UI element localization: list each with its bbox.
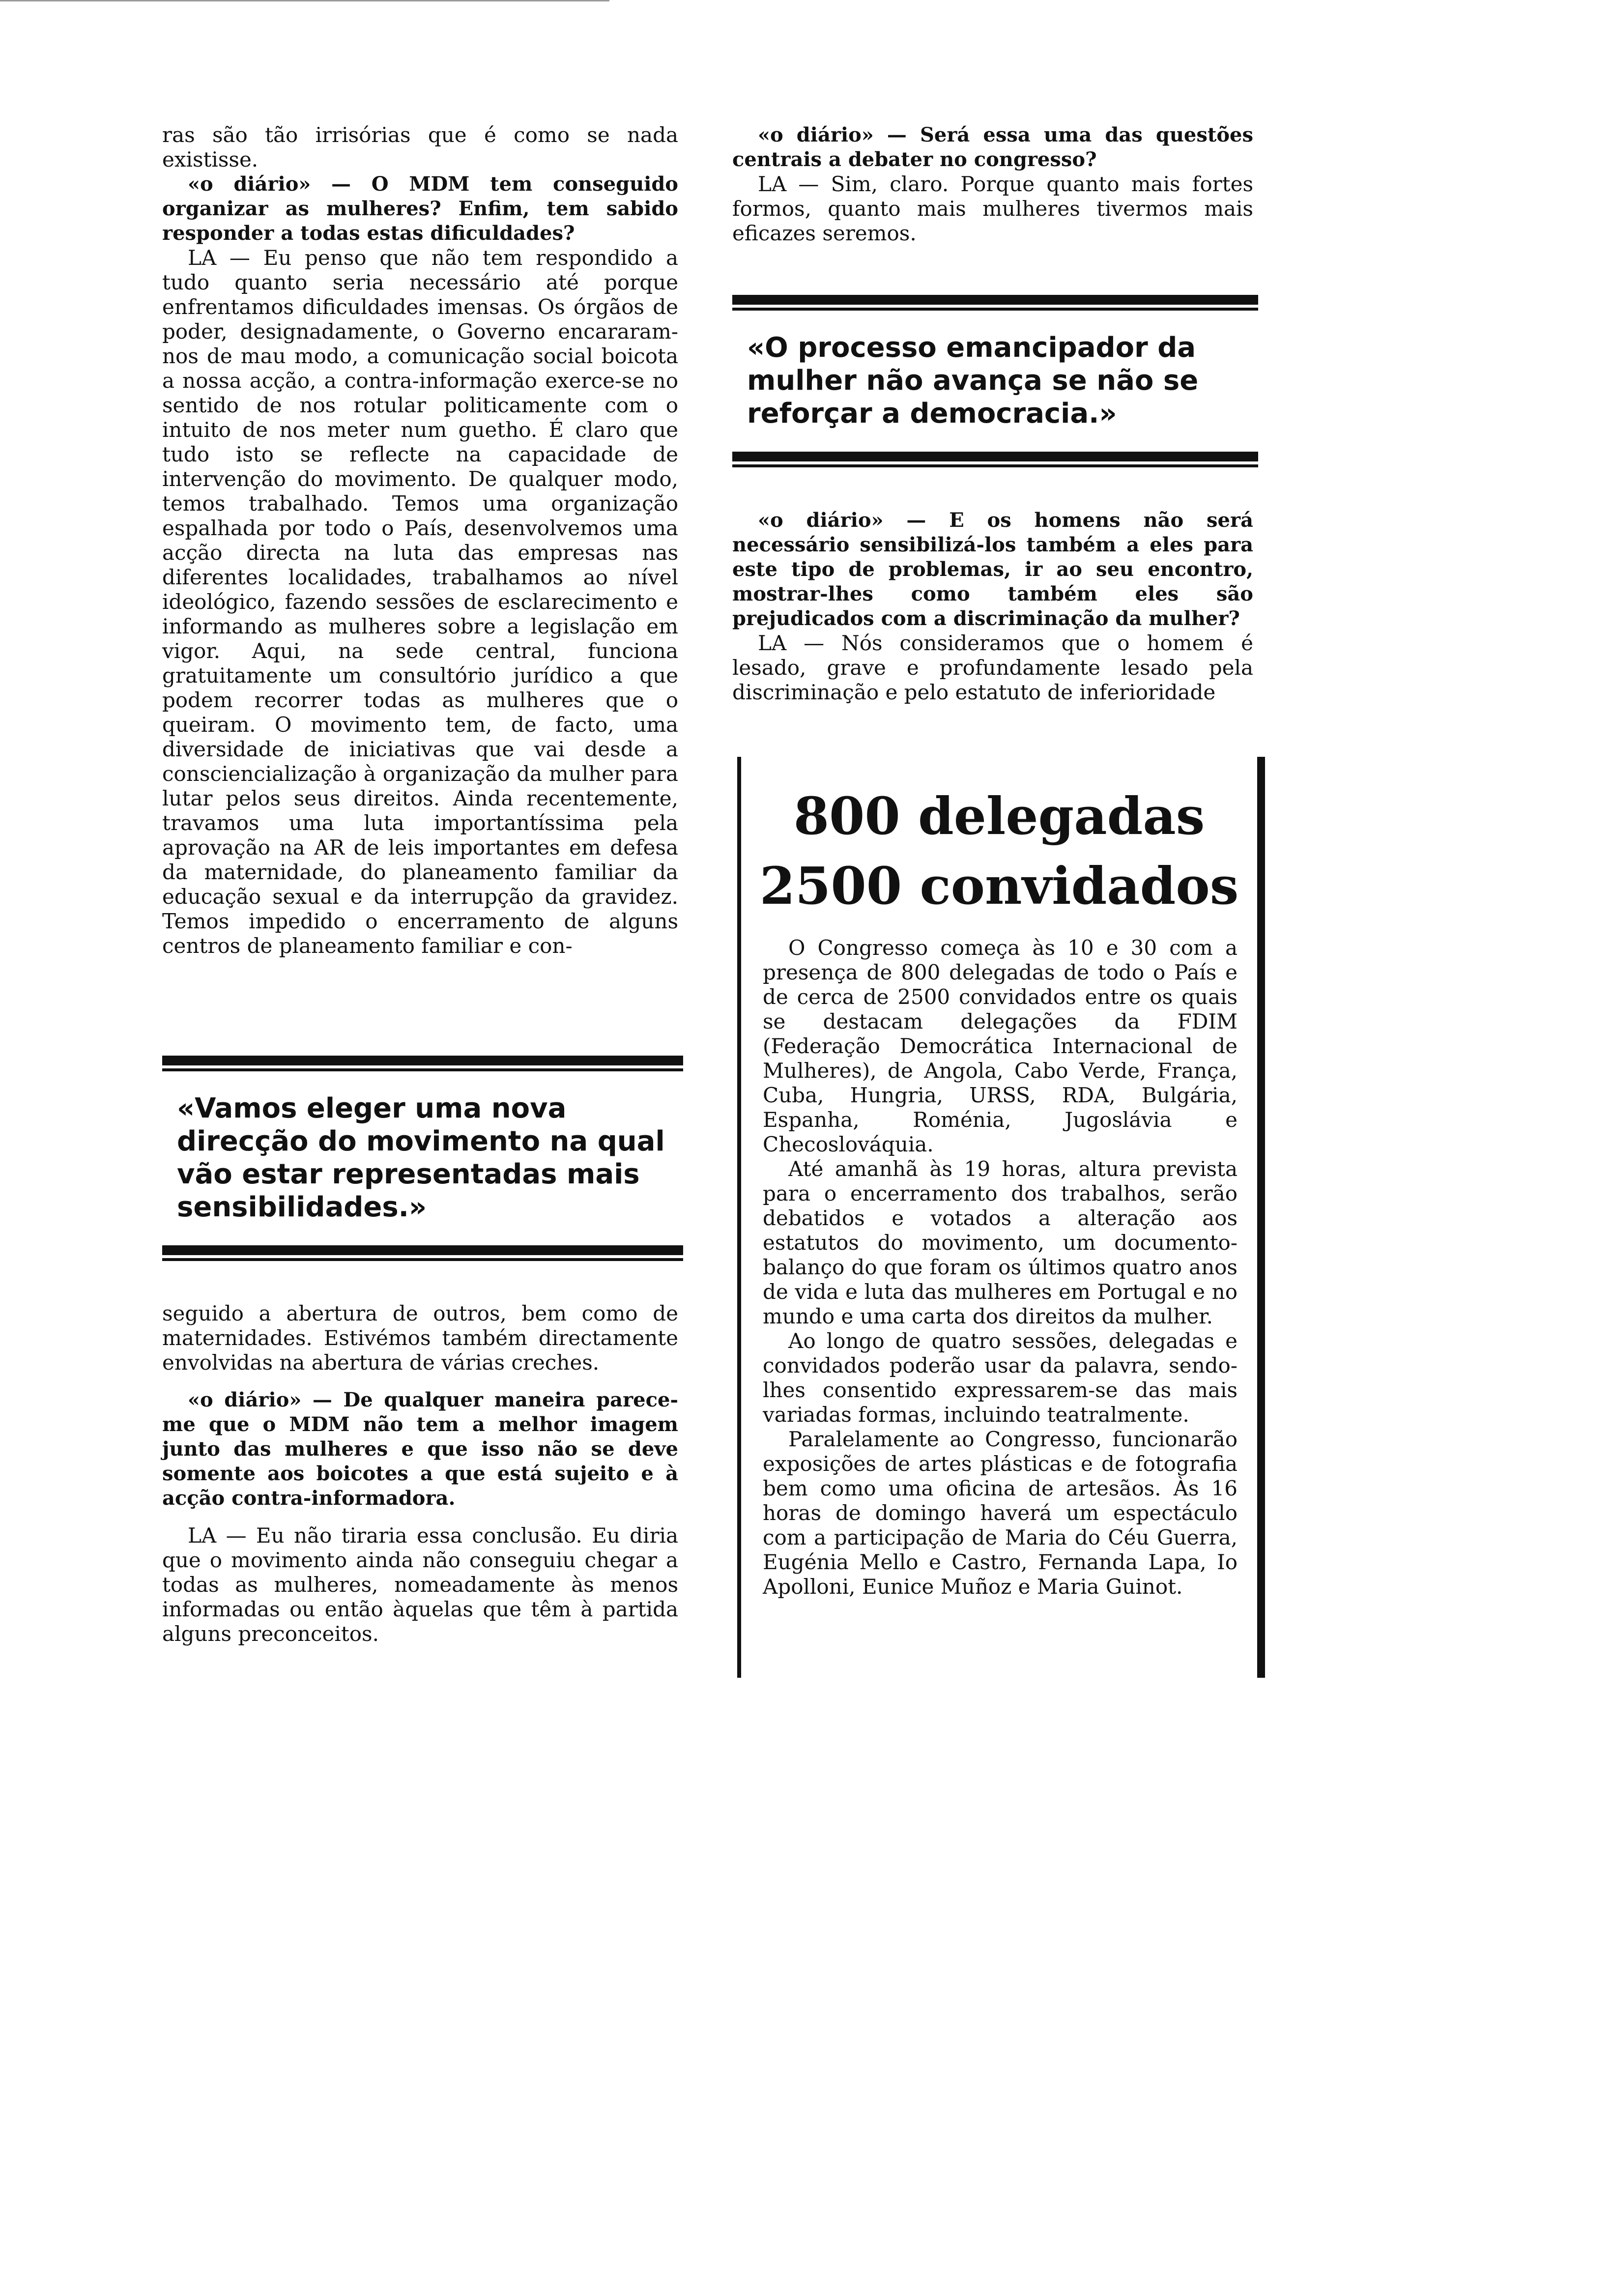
pull-quote-rule-bottom-thin bbox=[162, 1258, 683, 1261]
box-body bbox=[741, 931, 1257, 1599]
right-column-mid bbox=[732, 508, 1253, 705]
congress-info-box bbox=[737, 757, 1265, 1678]
paragraph-continuation: ras são tão irrisórias que é como se nada existisse. bbox=[162, 123, 678, 172]
paragraph-continuation-2: seguido a abertura de outros, bem como de maternidades. Estivémos também directamente envolvidas na abertura de várias creches. bbox=[162, 1301, 678, 1375]
pull-quote-rule-top bbox=[162, 1056, 683, 1065]
top-scan-rule bbox=[0, 0, 609, 1]
pull-quote-rule-top bbox=[732, 295, 1258, 305]
answer-paragraph: LA — Eu penso que não tem respondido a tudo quanto seria necessário até porque enfrentamos dificuldades imensas. Os órgãos de poder, designadamente, o Governo encararam-nos de mau modo, a comunicação social boicota a nossa acção, a contra-informação exerce-se no sentido de nos rotular politicamente com o intuito de nos meter num guetho. É claro que tudo isto se reflecte na capacidade de intervenção do movimento. De qualquer modo, temos trabalhado. Temos uma organização espalhada por todo o País, desenvolvemos uma acção directa na luta das empresas nas diferentes localidades, trabalhamos ao nível ideológico, fazendo sessões de esclarecimento e informando as mulheres sobre a legislação em vigor. Aqui, na sede central, funciona gratuitamente um consultório jurídico a que podem recorrer todas as mulheres que o queiram. O movimento tem, de facto, uma diversidade de iniciativas que vai desde a consciencialização à organização da mulher para lutar pelos seus direitos. Ainda recentemente, travamos uma luta importantíssima pela aprovação na AR de leis importantes em defesa da maternidade, do planeamento familiar da educação sexual e da interrupção da gravidez. Temos impedido o encerramento de alguns centros de planeamento familiar e con- bbox=[162, 246, 678, 958]
box-paragraph-4: Paralelamente ao Congresso, funcionarão exposições de artes plásticas e de fotografia bem como uma oficina de artesãos. Às 16 horas de domingo haverá um espectáculo com a participação de Maria do Céu Guerra, Eugénia Mello e Castro, Fernanda Lapa, Io Apolloni, Eunice Muñoz e Maria Guinot. bbox=[763, 1427, 1238, 1599]
right-column-top bbox=[732, 123, 1253, 246]
pull-quote-rule-bottom-thin bbox=[732, 464, 1258, 467]
box-paragraph-3: Ao longo de quatro sessões, delegadas e convidados poderão usar da palavra, sendo-lhes consentido expressarem-se das mais variadas formas, incluindo teatralmente. bbox=[763, 1329, 1238, 1427]
left-column-bottom bbox=[162, 1301, 678, 1646]
box-headline-line-1: 800 delegadas bbox=[793, 786, 1205, 846]
answer-paragraph-4: LA — Nós consideramos que o homem é lesado, grave e profundamente lesado pela discriminação e pelo estatuto de inferioridade bbox=[732, 631, 1253, 704]
box-paragraph-1: O Congresso começa às 10 e 30 com a presença de 800 delegadas de todo o País e de cerca de 2500 convidados entre os quais se destacam delegações da FDIM (Federação Democrática Internacional de Mulheres), de Angola, Cabo Verde, França, Cuba, Hungria, URSS, RDA, Bulgária, Espanha, Roménia, Jugoslávia e Checoslováquia. bbox=[763, 936, 1238, 1156]
box-headline-line-2: 2500 convidados bbox=[759, 856, 1239, 916]
pull-quote-text: «Vamos eleger uma nova direcção do movimento na qual vão estar representadas mais sensibilidades.» bbox=[177, 1092, 665, 1223]
pull-quote-rule-bottom bbox=[162, 1245, 683, 1255]
left-column-top bbox=[162, 123, 678, 958]
pull-quote-text: «O processo emancipador da mulher não avança se não se reforçar a democracia.» bbox=[747, 332, 1199, 430]
question-paragraph-2: «o diário» — De qualquer maneira parece-me que o MDM não tem a melhor imagem junto das mulheres e que isso não se deve somente aos boicotes a que está sujeito e à acção contra-informadora. bbox=[162, 1388, 678, 1510]
pull-quote-left bbox=[162, 1056, 683, 1261]
answer-paragraph-2: LA — Eu não tiraria essa conclusão. Eu diria que o movimento ainda não conseguiu chegar a todas as mulheres, nomeadamente às menos informadas ou então àquelas que têm à partida alguns preconceitos. bbox=[162, 1523, 678, 1646]
question-paragraph-4: «o diário» — E os homens não será necessário sensibilizá-los também a eles para este tipo de problemas, ir ao seu encontro, mostrar-lhes como também eles são prejudicados com a discriminação da mulher? bbox=[732, 509, 1253, 630]
box-headline bbox=[741, 781, 1257, 921]
question-paragraph: «o diário» — O MDM tem conseguido organizar as mulheres? Enfim, tem sabido responder a todas estas dificuldades? bbox=[162, 172, 678, 245]
pull-quote-rule-top-thin bbox=[162, 1068, 683, 1071]
pull-quote-right bbox=[732, 295, 1258, 467]
box-paragraph-2: Até amanhã às 19 horas, altura prevista para o encerramento dos trabalhos, serão debatidos e votados a alteração aos estatutos do movimento, um documento-balanço do que foram os últimos quatro anos de vida e luta das mulheres em Portugal e no mundo e uma carta dos direitos da mulher. bbox=[763, 1157, 1238, 1328]
question-paragraph-3: «o diário» — Será essa uma das questões centrais a debater no congresso? bbox=[732, 123, 1253, 171]
pull-quote-rule-top-thin bbox=[732, 308, 1258, 311]
answer-paragraph-3: LA — Sim, claro. Porque quanto mais fortes formos, quanto mais mulheres tivermos mais eficazes seremos. bbox=[732, 172, 1253, 245]
pull-quote-rule-bottom bbox=[732, 452, 1258, 461]
